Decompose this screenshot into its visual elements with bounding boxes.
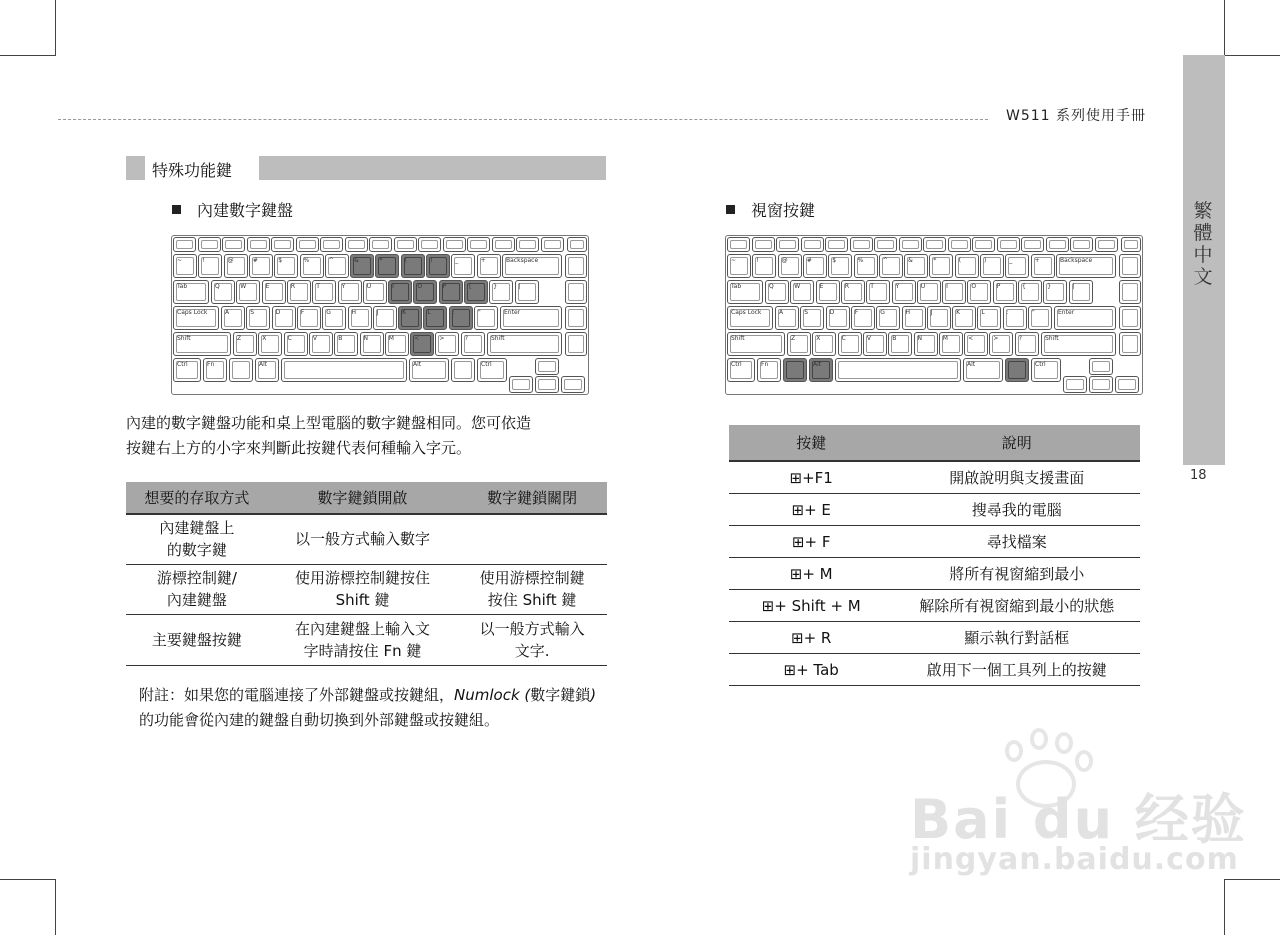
key-r3-11: { [464, 280, 488, 304]
key-r5-1: Z [787, 332, 811, 356]
key-r4-1: A [221, 306, 245, 330]
key-r5-5: B [334, 332, 358, 356]
key-r5-2: X [812, 332, 836, 356]
key-r5-6: N [360, 332, 384, 356]
key-pause [567, 237, 587, 252]
key-r4-7: J [927, 306, 951, 330]
key-r2-12: + [477, 254, 501, 278]
key-ralt: Alt [409, 358, 449, 382]
section-marker [126, 156, 145, 180]
table-row: ⊞+ E 搜尋我的電腦 [729, 494, 1140, 526]
key-ralt: Alt [963, 358, 1003, 382]
key-f1 [198, 237, 221, 252]
key-r2-3: # [249, 254, 273, 278]
key-pause [1121, 237, 1141, 252]
key-right [561, 376, 585, 393]
key-f10 [418, 237, 441, 252]
key-r2-11: _ [451, 254, 475, 278]
key-r3-9: O [413, 280, 437, 304]
key-f1 [752, 237, 775, 252]
key-r5-4: V [309, 332, 333, 356]
key-f10 [972, 237, 995, 252]
key-f7 [345, 237, 368, 252]
key-f14 [1070, 237, 1093, 252]
key-up [1089, 358, 1113, 375]
key-r5-2: X [258, 332, 282, 356]
key-r4-4: F [851, 306, 875, 330]
crop-mark [55, 0, 56, 56]
header-rule [58, 119, 988, 120]
key-f7 [899, 237, 922, 252]
table-header: 說明 [893, 425, 1140, 461]
section-title: 特殊功能鍵 [126, 156, 606, 180]
key-r2-0: ~ [727, 254, 751, 278]
key-f14 [516, 237, 539, 252]
key-backspace: Backspace [502, 254, 562, 278]
key-r4-5: G [322, 306, 346, 330]
key-r4-11: " [474, 306, 498, 330]
crop-mark [1224, 55, 1280, 56]
key-space [281, 358, 407, 382]
key-caps: Caps Lock [173, 306, 219, 330]
key-enter: Enter [500, 306, 562, 330]
key-down [1089, 376, 1113, 393]
key-down [535, 376, 559, 393]
key-rshift: Shift [487, 332, 562, 356]
table-row: 內建鍵盤上 的數字鍵 以一般方式輸入數字 [126, 514, 607, 564]
key-fn: Fn [757, 358, 781, 382]
crop-mark [0, 879, 56, 880]
key-r3-8: I [388, 280, 412, 304]
crop-mark [1224, 0, 1225, 56]
key-r5-10: ? [1015, 332, 1039, 356]
numpad-description: 內建的數字鍵盤功能和桌上型電腦的數字鍵盤相同。您可依造 按鍵右上方的小字來判斷此按鍵代表何種輸入字元。 [126, 414, 532, 457]
key-r4-8: K [952, 306, 976, 330]
key-r5-7: M [939, 332, 963, 356]
key-r4-2: S [246, 306, 270, 330]
key-r5-6: N [914, 332, 938, 356]
key-r4-6: H [348, 306, 372, 330]
key-r4-4: F [297, 306, 321, 330]
keyboard-diagram-windows [725, 235, 1143, 395]
windows-keys-table [729, 425, 1140, 686]
table-header: 數字鍵鎖關閉 [457, 482, 607, 514]
table-header: 數字鍵鎖開啟 [268, 482, 457, 514]
key-r3-3: E [262, 280, 286, 304]
key-left [1063, 376, 1087, 393]
key-win [783, 358, 807, 382]
numlock-table [126, 482, 607, 666]
key-r4-5: G [876, 306, 900, 330]
key-r3-13: | [515, 280, 539, 304]
key-r2-5: % [300, 254, 324, 278]
crop-mark [1224, 879, 1225, 935]
key-r3-7: U [917, 280, 941, 304]
key-r5-3: C [284, 332, 308, 356]
key-r3-6: Y [892, 280, 916, 304]
table-row: ⊞+F1 開啟說明與支援畫面 [729, 461, 1140, 494]
watermark-logo: Bai du 经验 [910, 788, 1247, 851]
key-lshift: Shift [727, 332, 785, 356]
key-f6 [320, 237, 343, 252]
crop-mark [55, 879, 56, 935]
key-backspace: Backspace [1056, 254, 1116, 278]
bullet-square-icon [726, 205, 735, 214]
key-f6 [874, 237, 897, 252]
key-up [535, 358, 559, 375]
key-r3-7: U [363, 280, 387, 304]
table-row: ⊞+ Tab 啟用下一個工具列上的按鍵 [729, 654, 1140, 686]
key-f13 [1046, 237, 1069, 252]
key-r2-9: ( [401, 254, 425, 278]
key-r4-3: D [272, 306, 296, 330]
left-subtitle: 內建數字鍵盤 [172, 198, 293, 221]
key-r5-10: ? [461, 332, 485, 356]
key-r4-3: D [826, 306, 850, 330]
key-win [229, 358, 253, 382]
key-r2-10: ) [980, 254, 1004, 278]
key-lalt: Alt [255, 358, 279, 382]
key-r2-1: ! [752, 254, 776, 278]
key-r2-1: ! [198, 254, 222, 278]
table-header: 按鍵 [729, 425, 893, 461]
key-r4-10: : [1003, 306, 1027, 330]
paw-logo-icon [1030, 728, 1048, 750]
key-r3-8: I [942, 280, 966, 304]
key-f3 [801, 237, 824, 252]
key-r3-4: R [287, 280, 311, 304]
key-r5-9: > [989, 332, 1013, 356]
key-r5-9: > [435, 332, 459, 356]
key-r3-6: Y [338, 280, 362, 304]
section-bar [259, 156, 606, 180]
key-lalt: Alt [809, 358, 833, 382]
footnote: 附註：如果您的電腦連接了外部鍵盤或按鍵組，Numlock (數字鍵鎖) 的功能會從內建的鍵盤自動切換到外部鍵盤或按鍵組。 [139, 686, 597, 729]
key-menu [451, 358, 475, 382]
key-r2-0: ~ [173, 254, 197, 278]
table-row: 游標控制鍵/ 內建鍵盤 使用游標控制鍵按住 Shift 鍵 使用游標控制鍵 按住 Shift 鍵 [126, 564, 607, 614]
key-r4-9: L [977, 306, 1001, 330]
key-pgup [1119, 280, 1141, 304]
table-header: 想要的存取方式 [126, 482, 268, 514]
key-r3-4: R [841, 280, 865, 304]
key-r5-4: V [863, 332, 887, 356]
key-r3-9: O [967, 280, 991, 304]
key-r2-4: $ [828, 254, 852, 278]
key-pgdn [1119, 306, 1141, 330]
key-f13 [492, 237, 515, 252]
key-left [509, 376, 533, 393]
key-r4-10: : [449, 306, 473, 330]
key-enter: Enter [1054, 306, 1116, 330]
key-f4 [825, 237, 848, 252]
key-space [835, 358, 961, 382]
table-row: ⊞+ F 尋找檔案 [729, 526, 1140, 558]
table-row: ⊞+ R 顯示執行對話框 [729, 622, 1140, 654]
key-r4-11: " [1028, 306, 1052, 330]
key-f5 [296, 237, 319, 252]
key-r2-11: _ [1005, 254, 1029, 278]
watermark-url: jingyan.baidu.com [910, 842, 1239, 877]
key-r4-1: A [775, 306, 799, 330]
table-row: 主要鍵盤按鍵 在內建鍵盤上輸入文 字時請按住 Fn 鍵 以一般方式輸入 文字. [126, 614, 607, 665]
header-title: W511 系列使用手冊 [1006, 108, 1147, 124]
key-r3-2: W [790, 280, 814, 304]
key-r5-8: < [410, 332, 434, 356]
key-lctrl: Ctrl [173, 358, 201, 382]
key-f4 [271, 237, 294, 252]
keyboard-diagram-numpad [171, 235, 589, 395]
key-f5 [850, 237, 873, 252]
key-f8 [369, 237, 392, 252]
key-r4-2: S [800, 306, 824, 330]
key-r3-10: P [439, 280, 463, 304]
key-rctrl: Ctrl [1031, 358, 1061, 382]
paw-logo-icon [1075, 750, 1093, 772]
key-r2-7: & [350, 254, 374, 278]
key-f3 [247, 237, 270, 252]
paw-logo-icon [1055, 732, 1073, 754]
key-f15 [1095, 237, 1118, 252]
key-f12 [1021, 237, 1044, 252]
key-rshift: Shift [1041, 332, 1116, 356]
key-r3-12: } [489, 280, 513, 304]
key-f0 [173, 237, 196, 252]
key-r2-6: ^ [879, 254, 903, 278]
key-r3-5: T [866, 280, 890, 304]
crop-mark [1224, 879, 1280, 880]
key-rctrl: Ctrl [477, 358, 507, 382]
table-row: ⊞+ M 將所有視窗縮到最小 [729, 558, 1140, 590]
key-f9 [394, 237, 417, 252]
key-f2 [222, 237, 245, 252]
key-pgdn [565, 306, 587, 330]
page-number: 18 [1190, 468, 1207, 483]
key-f11 [997, 237, 1020, 252]
key-r4-9: L [423, 306, 447, 330]
key-pgup [565, 280, 587, 304]
key-r3-3: E [816, 280, 840, 304]
key-home [1119, 254, 1141, 278]
key-right [1115, 376, 1139, 393]
key-tab: Tab [173, 280, 209, 304]
key-f8 [923, 237, 946, 252]
key-r5-7: M [385, 332, 409, 356]
key-f0 [727, 237, 750, 252]
key-f15 [541, 237, 564, 252]
key-r3-10: P [993, 280, 1017, 304]
key-f12 [467, 237, 490, 252]
key-fn: Fn [203, 358, 227, 382]
key-r3-1: Q [765, 280, 789, 304]
key-r5-8: < [964, 332, 988, 356]
key-r2-12: + [1031, 254, 1055, 278]
key-r2-5: % [854, 254, 878, 278]
key-r2-7: & [904, 254, 928, 278]
key-r2-8: * [375, 254, 399, 278]
key-r3-11: { [1018, 280, 1042, 304]
bullet-square-icon [172, 205, 181, 214]
key-home [565, 254, 587, 278]
key-r5-3: C [838, 332, 862, 356]
key-lctrl: Ctrl [727, 358, 755, 382]
key-r2-9: ( [955, 254, 979, 278]
key-r2-6: ^ [325, 254, 349, 278]
table-row: ⊞+ Shift + M 解除所有視窗縮到最小的狀態 [729, 590, 1140, 622]
key-r5-5: B [888, 332, 912, 356]
key-end [1119, 332, 1141, 356]
key-end [565, 332, 587, 356]
key-r4-8: K [398, 306, 422, 330]
key-lshift: Shift [173, 332, 231, 356]
key-caps: Caps Lock [727, 306, 773, 330]
key-r2-8: * [929, 254, 953, 278]
paw-logo-icon [1005, 740, 1023, 762]
crop-mark [0, 55, 56, 56]
right-subtitle: 視窗按鍵 [726, 198, 815, 221]
key-r5-1: Z [233, 332, 257, 356]
key-f2 [776, 237, 799, 252]
key-r4-6: H [902, 306, 926, 330]
key-r2-10: ) [426, 254, 450, 278]
key-r3-2: W [236, 280, 260, 304]
key-f11 [443, 237, 466, 252]
key-r3-12: } [1043, 280, 1067, 304]
key-r2-2: @ [224, 254, 248, 278]
key-r2-3: # [803, 254, 827, 278]
language-tab-label: 繁 體 中 文 [1193, 200, 1213, 288]
key-tab: Tab [727, 280, 763, 304]
key-r4-7: J [373, 306, 397, 330]
key-r3-1: Q [211, 280, 235, 304]
key-r2-2: @ [778, 254, 802, 278]
key-menu [1005, 358, 1029, 382]
key-f9 [948, 237, 971, 252]
key-r2-4: $ [274, 254, 298, 278]
key-r3-5: T [312, 280, 336, 304]
key-r3-13: | [1069, 280, 1093, 304]
